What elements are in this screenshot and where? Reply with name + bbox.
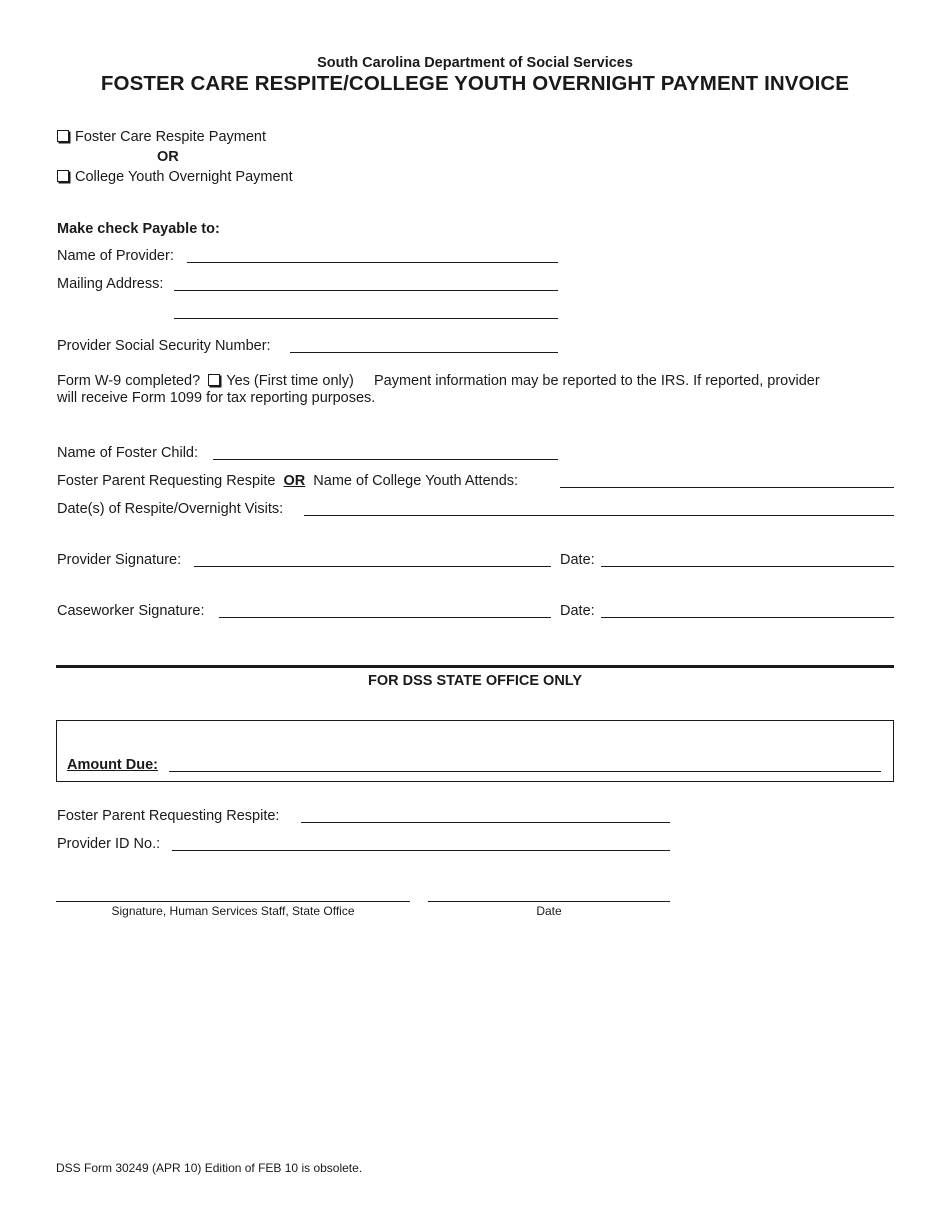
checkbox-w9-yes[interactable] <box>208 374 220 386</box>
or-separator: OR <box>157 149 179 165</box>
provider-name-field[interactable] <box>187 262 558 263</box>
amount-due-label: Amount Due: <box>67 757 159 773</box>
amount-due-field[interactable] <box>169 771 881 772</box>
provider-date-field[interactable] <box>601 566 894 567</box>
parent-or-college-field[interactable] <box>560 487 894 488</box>
staff-signature-caption: Signature, Human Services Staff, State Office <box>111 904 355 918</box>
caseworker-signature-label: Caseworker Signature: <box>57 603 205 619</box>
w9-label: Form W-9 completed? <box>57 373 201 389</box>
payment-option-college[interactable] <box>57 169 293 186</box>
ssn-field[interactable] <box>290 352 558 353</box>
office-foster-parent-field[interactable] <box>301 822 670 823</box>
caseworker-signature-field[interactable] <box>219 617 551 618</box>
college-label: College Youth Overnight Payment <box>75 169 293 185</box>
foster-child-field[interactable] <box>213 459 558 460</box>
or-emphasis: OR <box>283 473 306 489</box>
mailing-address-field-2[interactable] <box>174 318 558 319</box>
ssn-label: Provider Social Security Number: <box>57 338 271 354</box>
visit-dates-field[interactable] <box>304 515 894 516</box>
staff-date-caption: Date <box>536 904 562 918</box>
parent-or-college-label <box>57 473 518 490</box>
caseworker-date-label: Date: <box>560 603 595 619</box>
staff-date-field[interactable] <box>428 901 670 902</box>
irs-note-line2: will receive Form 1099 for tax reporting purposes. <box>57 390 376 406</box>
provider-id-label: Provider ID No.: <box>57 836 161 852</box>
w9-yes-label: Yes (First time only) <box>226 373 354 389</box>
parent-prefix: Foster Parent Requesting Respite <box>57 473 276 489</box>
provider-signature-field[interactable] <box>194 566 551 567</box>
form-footer: DSS Form 30249 (APR 10) Edition of FEB 10 is obsolete. <box>56 1161 363 1175</box>
provider-name-label: Name of Provider: <box>57 248 174 264</box>
provider-id-field[interactable] <box>172 850 670 851</box>
visit-dates-label: Date(s) of Respite/Overnight Visits: <box>57 501 284 517</box>
provider-signature-label: Provider Signature: <box>57 552 182 568</box>
w9-row <box>57 373 820 390</box>
caseworker-date-field[interactable] <box>601 617 894 618</box>
payment-option-respite[interactable] <box>57 129 266 146</box>
payable-to-heading: Make check Payable to: <box>57 221 220 237</box>
checkbox-respite[interactable] <box>57 130 69 142</box>
form-title: FOSTER CARE RESPITE/COLLEGE YOUTH OVERNIGHT PAYMENT INVOICE <box>100 72 850 95</box>
amount-due-box <box>56 720 894 782</box>
foster-child-label: Name of Foster Child: <box>57 445 199 461</box>
mailing-address-field-1[interactable] <box>174 290 558 291</box>
checkbox-college[interactable] <box>57 170 69 182</box>
staff-signature-field[interactable] <box>56 901 410 902</box>
respite-label: Foster Care Respite Payment <box>75 129 266 145</box>
provider-date-label: Date: <box>560 552 595 568</box>
office-foster-parent-label: Foster Parent Requesting Respite: <box>57 808 280 824</box>
state-office-heading: FOR DSS STATE OFFICE ONLY <box>367 673 583 689</box>
irs-note-line1: Payment information may be reported to the IRS. If reported, provider <box>373 373 820 389</box>
college-suffix: Name of College Youth Attends: <box>313 473 519 489</box>
mailing-address-label: Mailing Address: <box>57 276 164 292</box>
section-divider <box>56 665 894 668</box>
agency-name: South Carolina Department of Social Services <box>317 55 633 71</box>
